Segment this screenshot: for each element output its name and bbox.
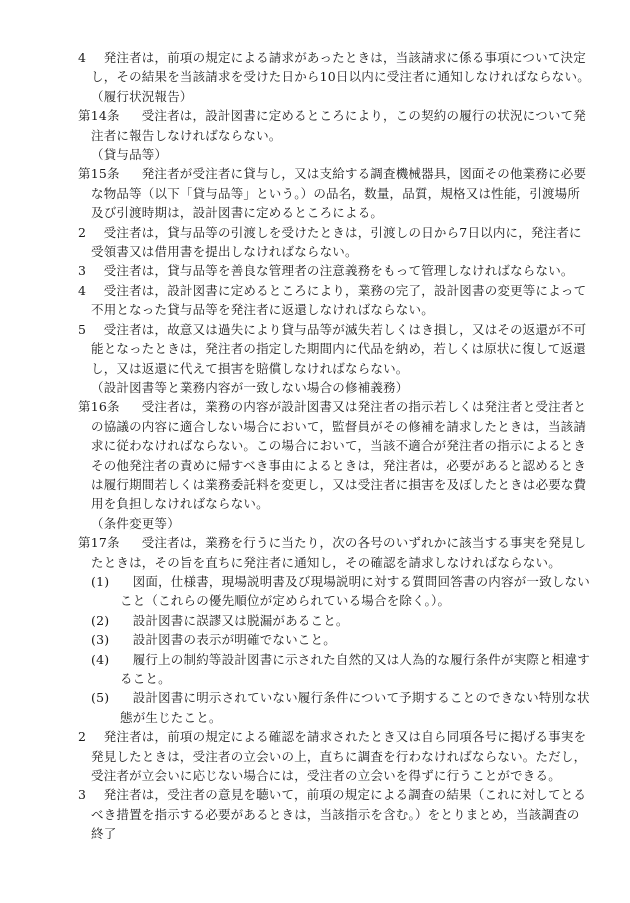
paragraph-number: 3	[78, 263, 87, 279]
item-text: 図面，仕様書，現場説明書及び現場説明に対する質問回答書の内容が一致しないこと（これらの優先順位が定められている場合を除く。）。	[120, 573, 590, 609]
paragraph-number: 2	[78, 224, 87, 240]
article-caption-14: （履行状況報告）	[91, 88, 193, 104]
paragraph-15-5	[78, 320, 590, 378]
list-item-3	[78, 630, 590, 649]
list-item-5	[78, 688, 590, 727]
paragraph-text: 受注者は，貸与品等の引渡しを受けたときは，引渡しの日から7日以内に，発注者に受領書又は借用書を提出しなければならない。	[91, 224, 582, 260]
item-number: (5)	[91, 690, 110, 706]
list-item-2	[78, 611, 590, 630]
item-number: (3)	[91, 632, 110, 648]
item-text: 設計図書に誤謬又は脱漏があること。	[120, 612, 349, 628]
article-16	[78, 397, 590, 513]
list-item-1	[78, 572, 590, 611]
paragraph-number: 2	[78, 729, 87, 745]
article-caption-17: （条件変更等）	[91, 515, 180, 531]
article-17	[78, 533, 590, 572]
article-text: 発注者が受注者に貸与し，又は支給する調査機械器具，図面その他業務に必要な物品等（以下「貸与品等」という。）の品名，数量，品質，規格又は性能，引渡場所及び引渡時期は，設計図書に定めるところによる。	[91, 166, 587, 221]
article-number: 第14条	[78, 108, 120, 124]
paragraph-number: 5	[78, 321, 87, 337]
article-number: 第15条	[78, 166, 120, 182]
item-text: 設計図書の表示が明確でないこと。	[120, 632, 336, 648]
article-text: 受注者は，業務を行うに当たり，次の各号のいずれかに該当する事実を発見したときは，その旨を直ちに発注者に通知し，その確認を請求しなければならない。	[91, 535, 587, 570]
article-number: 第16条	[78, 399, 120, 415]
paragraph-number: 3	[78, 787, 87, 803]
paragraph-15-4	[78, 281, 590, 320]
article-caption-16: （設計図書等と業務内容が一致しない場合の修補義務）	[91, 379, 409, 395]
article-15	[78, 164, 590, 222]
item-number: (1)	[91, 573, 110, 589]
item-text: 設計図書に明示されていない履行条件について予期することのできない特別な状態が生じたこと。	[120, 690, 590, 725]
paragraph-15-2	[78, 223, 590, 262]
article-text: 受注者は，業務の内容が設計図書又は発注者の指示若しくは発注者と受注者との協議の内容に適合しない場合において，監督員がその修補を請求したときは，当該請求に従わなければならない。この場合において，当該不適合が発注者の指示によるときその他発注者の責めに帰すべき事由によるときは，発注者は，必要があると認めるときは履行期間若しくは業務委託料を変更し，又は受注者に損害を及ぼしたときは必要な費用を負担しなければならない。	[91, 399, 587, 512]
article-number: 第17条	[78, 535, 120, 551]
paragraph-number: 4	[78, 282, 87, 298]
article-14	[78, 106, 590, 145]
item-text: 履行上の制約等設計図書に示された自然的又は人為的な履行条件が実際と相違すること。	[120, 651, 590, 686]
article-caption-15: （貸与品等）	[91, 147, 168, 163]
paragraph-text: 発注者は，前項の規定による請求があったときは，当該請求に係る事項について決定し，その結果を当該請求を受けた日から10日以内に受注者に通知しなければならない。	[91, 50, 590, 85]
paragraph-17-3	[78, 785, 590, 843]
paragraph-13-4	[78, 48, 590, 87]
paragraph-text: 発注者は，前項の規定による確認を請求されたとき又は自ら同項各号に掲げる事実を発見したときは，受注者の立会いの上，直ちに調査を行わなければならない。ただし，受注者が立会いに応じない場合には，受注者の立会いを得ずに行うことができる。	[91, 729, 587, 784]
item-number: (4)	[91, 651, 110, 667]
paragraph-15-3	[78, 261, 590, 280]
list-item-4	[78, 650, 590, 689]
paragraph-text: 受注者は，貸与品等を善良な管理者の注意義務をもって管理しなければならない。	[91, 263, 574, 279]
item-number: (2)	[91, 612, 110, 628]
paragraph-text: 発注者は，受注者の意見を聴いて，前項の規定による調査の結果（これに対してとるべき措置を指示する必要があるときは，当該指示を含む。）をとりまとめ，当該調査の終了	[91, 787, 587, 842]
paragraph-text: 受注者は，設計図書に定めるところにより，業務の完了，設計図書の変更等によって不用となった貸与品等を発注者に返還しなければならない。	[91, 282, 587, 318]
paragraph-text: 受注者は，故意又は過失により貸与品等が滅失若しくはき損し，又はその返還が不可能となったときは，発注者の指定した期間内に代品を納め，若しくは原状に復して返還し，又は返還に代えて損害を賠償しなければならない。	[91, 321, 587, 376]
paragraph-number: 4	[78, 50, 87, 65]
article-text: 受注者は，設計図書に定めるところにより，この契約の履行の状況について発注者に報告しなければならない。	[91, 108, 586, 143]
paragraph-17-2	[78, 727, 590, 785]
